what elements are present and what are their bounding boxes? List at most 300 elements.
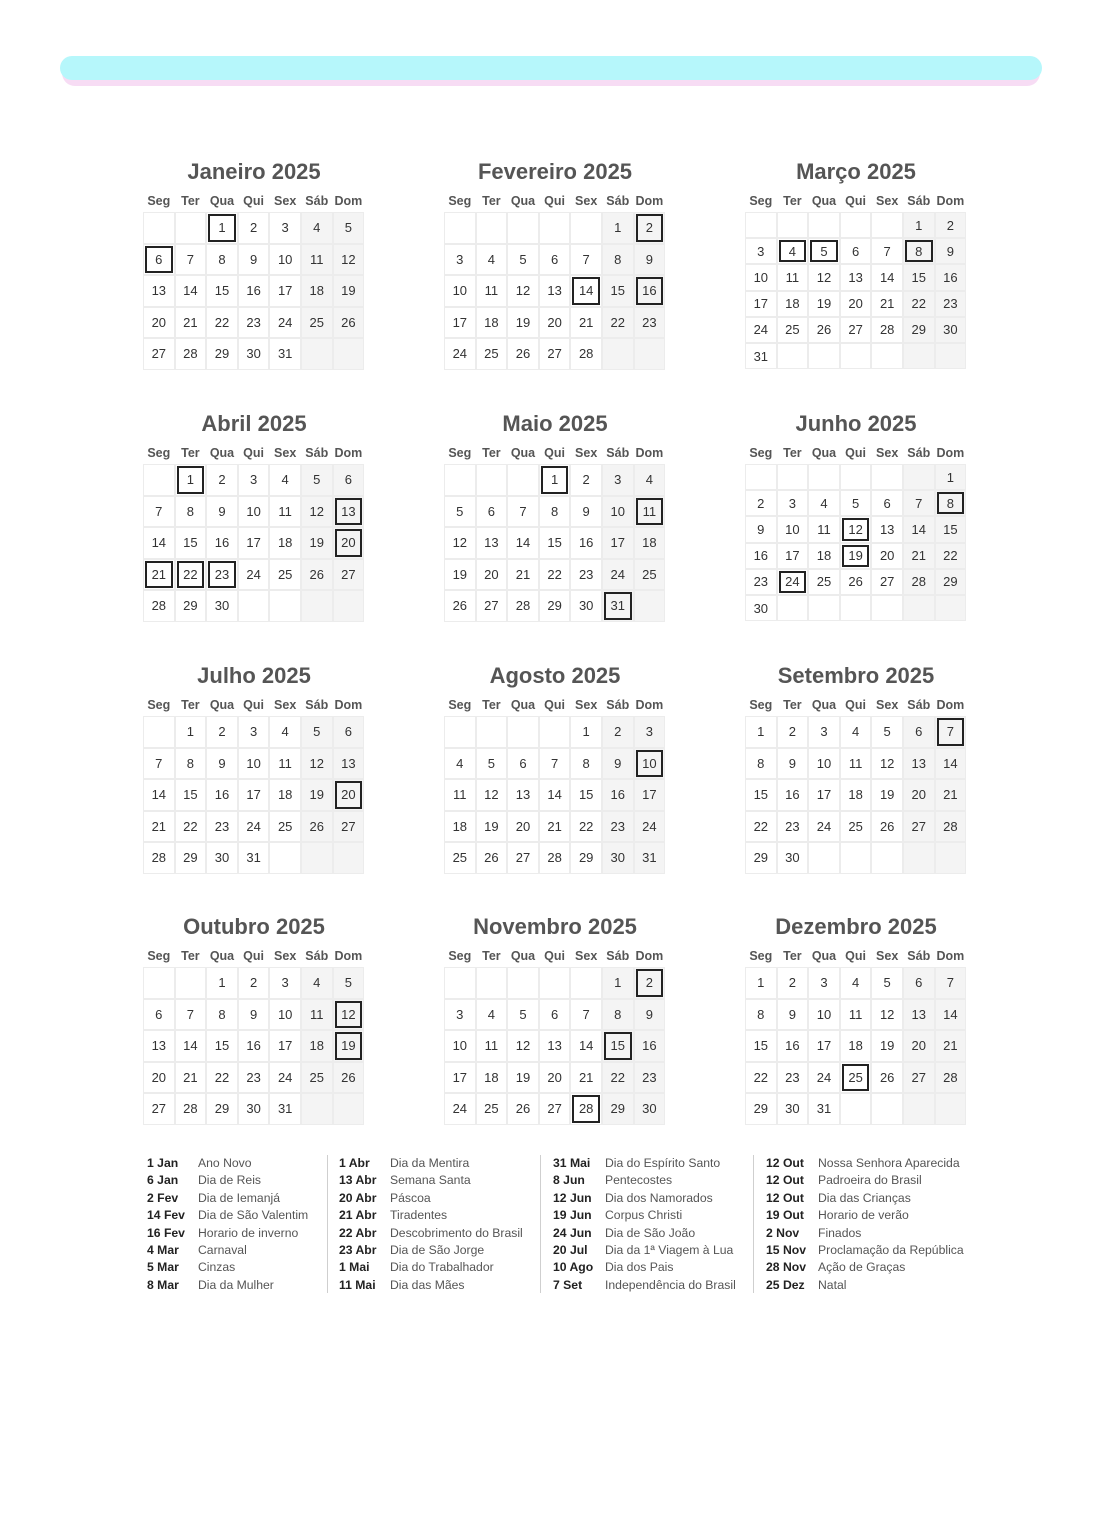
weekday-header: [444, 444, 666, 462]
day-cell: 4: [840, 716, 872, 748]
day-cell: 20: [143, 1062, 175, 1094]
day-cell: 5: [444, 496, 476, 528]
day-cell: 5: [333, 212, 365, 244]
day-cell: 25: [301, 307, 333, 339]
weekday-label: Sáb: [305, 698, 329, 712]
weekday-label: Sex: [876, 949, 899, 963]
month-title: Janeiro 2025: [187, 159, 321, 184]
legend-date: 31 Mai: [553, 1156, 591, 1170]
day-cell: 12: [507, 275, 539, 307]
empty-cell: [143, 716, 175, 748]
day-cell: 21: [570, 1062, 602, 1094]
holiday-legend: [0, 1155, 1098, 1295]
day-cell: 24: [238, 811, 270, 843]
day-cell: 22: [745, 1062, 777, 1094]
legend-holiday-name: Dia do Espírito Santo: [605, 1156, 721, 1170]
day-cell: 23: [935, 291, 967, 317]
day-cell: 11: [269, 496, 301, 528]
month-title: Fevereiro 2025: [477, 159, 633, 184]
weekday-label: Ter: [783, 698, 802, 712]
empty-cell: [301, 1093, 333, 1125]
weekday-label: Seg: [147, 194, 171, 208]
legend-holiday-name: Independência do Brasil: [605, 1277, 736, 1292]
month-title: Setembro 2025: [777, 663, 935, 688]
legend-item: [766, 1259, 964, 1276]
legend-holiday-name: Semana Santa: [390, 1173, 471, 1188]
day-cell: 2: [602, 716, 634, 748]
day-cell: 10: [745, 264, 777, 290]
empty-cell: [777, 343, 809, 369]
legend-item: [147, 1155, 308, 1172]
weekday-label: Seg: [147, 446, 171, 460]
day-cell-holiday: 4: [777, 238, 809, 264]
day-cell: 19: [301, 527, 333, 559]
weekday-label: Qua: [811, 194, 837, 208]
legend-holiday-name: Dia das Mães: [390, 1277, 465, 1292]
day-cell: 22: [570, 811, 602, 843]
day-cell: 7: [143, 748, 175, 780]
day-cell: 8: [745, 748, 777, 780]
legend-holiday-name: Padroeira do Brasil: [818, 1173, 922, 1188]
weekday-label: Qui: [544, 446, 565, 460]
day-cell: 27: [333, 559, 365, 591]
empty-cell: [871, 464, 903, 490]
day-cell: 29: [206, 1093, 238, 1125]
day-cell: 14: [143, 779, 175, 811]
legend-item: [147, 1242, 308, 1259]
day-cell: 10: [602, 496, 634, 528]
day-cell: 14: [935, 748, 967, 780]
day-cell: 7: [175, 244, 207, 276]
day-cell: 7: [570, 244, 602, 276]
day-cell: 26: [808, 317, 840, 343]
weekday-label: Sex: [575, 698, 598, 712]
empty-cell: [476, 212, 508, 244]
day-cell: 22: [602, 1062, 634, 1094]
weekday-label: Seg: [147, 698, 171, 712]
empty-cell: [570, 212, 602, 244]
day-cell: 16: [935, 264, 967, 290]
weekday-label: Dom: [334, 949, 363, 963]
month-calendar: [143, 913, 365, 1125]
empty-cell: [840, 842, 872, 874]
empty-cell: [143, 464, 175, 496]
day-cell: 31: [745, 343, 777, 369]
day-cell-holiday: 28: [570, 1093, 602, 1125]
day-cell: 14: [507, 527, 539, 559]
day-cell: 24: [808, 811, 840, 843]
weekday-label: Ter: [482, 194, 501, 208]
empty-cell: [269, 590, 301, 622]
month-calendar: [444, 913, 666, 1125]
day-cell: 6: [333, 716, 365, 748]
weekday-label: Sáb: [907, 194, 931, 208]
weekday-label: Dom: [635, 194, 664, 208]
day-cell: 20: [840, 291, 872, 317]
empty-cell: [301, 338, 333, 370]
day-cell: 30: [238, 1093, 270, 1125]
day-cell: 27: [476, 590, 508, 622]
day-cell: 16: [206, 779, 238, 811]
day-cell: 1: [602, 212, 634, 244]
day-cell: 14: [175, 275, 207, 307]
day-cell: 5: [301, 464, 333, 496]
day-cell: 9: [634, 999, 666, 1031]
weekday-label: Qui: [845, 949, 866, 963]
day-cell: 16: [602, 779, 634, 811]
day-cell: 6: [903, 716, 935, 748]
day-cell: 22: [745, 811, 777, 843]
legend-holiday-name: Pentecostes: [605, 1173, 673, 1188]
weekday-label: Qua: [209, 949, 235, 963]
day-cell: 15: [175, 779, 207, 811]
day-cell: 29: [602, 1093, 634, 1125]
empty-cell: [808, 595, 840, 621]
day-cell: 4: [476, 999, 508, 1031]
weekday-label: Seg: [448, 698, 472, 712]
day-cell: 3: [269, 967, 301, 999]
empty-cell: [476, 716, 508, 748]
day-cell: 20: [871, 543, 903, 569]
day-grid: [745, 212, 967, 369]
month-title: Outubro 2025: [183, 914, 325, 939]
day-cell: 10: [269, 999, 301, 1031]
day-cell: 2: [745, 490, 777, 516]
empty-cell: [143, 212, 175, 244]
weekday-label: Qua: [209, 446, 235, 460]
day-cell: 30: [745, 595, 777, 621]
day-cell: 19: [301, 779, 333, 811]
day-cell: 12: [476, 779, 508, 811]
legend-holiday-name: Horario de inverno: [198, 1225, 299, 1240]
day-cell: 15: [206, 1030, 238, 1062]
day-cell: 14: [570, 1030, 602, 1062]
legend-item: [147, 1172, 308, 1189]
weekday-label: Ter: [783, 949, 802, 963]
day-cell: 7: [143, 496, 175, 528]
day-cell: 22: [539, 559, 571, 591]
day-cell: 20: [903, 1030, 935, 1062]
day-cell: 21: [175, 307, 207, 339]
day-cell: 6: [539, 999, 571, 1031]
day-cell: 26: [301, 559, 333, 591]
day-cell: 3: [808, 967, 840, 999]
empty-cell: [935, 343, 967, 369]
weekday-label: Ter: [482, 949, 501, 963]
weekday-label: Qua: [811, 949, 837, 963]
empty-cell: [602, 338, 634, 370]
day-cell: 24: [745, 317, 777, 343]
day-cell: 10: [808, 748, 840, 780]
weekday-label: Qua: [510, 194, 536, 208]
day-cell: 20: [507, 811, 539, 843]
month-title: Maio 2025: [502, 411, 608, 436]
day-cell: 28: [935, 811, 967, 843]
day-cell: 6: [507, 748, 539, 780]
day-cell: 5: [871, 716, 903, 748]
day-cell: 11: [269, 748, 301, 780]
empty-cell: [808, 464, 840, 490]
legend-date: 25 Dez: [766, 1277, 805, 1292]
day-cell: 26: [871, 1062, 903, 1094]
day-cell: 15: [539, 527, 571, 559]
day-cell: 18: [777, 291, 809, 317]
weekday-label: Sex: [575, 949, 598, 963]
day-cell: 19: [871, 779, 903, 811]
weekday-label: Qua: [811, 446, 837, 460]
day-cell: 19: [507, 307, 539, 339]
day-cell: 10: [269, 244, 301, 276]
day-cell: 27: [903, 811, 935, 843]
day-cell-holiday: 21: [143, 559, 175, 591]
day-cell: 12: [444, 527, 476, 559]
empty-cell: [143, 967, 175, 999]
day-cell-holiday: 8: [903, 238, 935, 264]
weekday-header: [143, 444, 365, 462]
day-cell: 6: [840, 238, 872, 264]
empty-cell: [301, 590, 333, 622]
weekday-label: Dom: [334, 698, 363, 712]
day-cell: 30: [238, 338, 270, 370]
weekday-label: Seg: [749, 949, 773, 963]
day-cell: 17: [238, 527, 270, 559]
day-cell: 31: [634, 842, 666, 874]
day-cell: 21: [507, 559, 539, 591]
legend-item: [766, 1172, 964, 1189]
weekday-label: Sex: [876, 194, 899, 208]
day-cell: 14: [871, 264, 903, 290]
empty-cell: [808, 842, 840, 874]
legend-item: [147, 1277, 308, 1294]
day-cell: 28: [935, 1062, 967, 1094]
month-calendar: [143, 662, 365, 874]
day-cell: 7: [871, 238, 903, 264]
day-cell: 25: [476, 338, 508, 370]
day-cell: 30: [570, 590, 602, 622]
empty-cell: [871, 343, 903, 369]
day-cell: 24: [808, 1062, 840, 1094]
empty-cell: [840, 212, 872, 238]
day-cell: 28: [175, 1093, 207, 1125]
day-cell: 25: [634, 559, 666, 591]
legend-date: 7 Set: [553, 1277, 583, 1292]
legend-date: 6 Jan: [147, 1173, 179, 1188]
day-cell: 4: [840, 967, 872, 999]
day-cell: 16: [570, 527, 602, 559]
weekday-header: [745, 947, 967, 965]
legend-item: [766, 1242, 964, 1259]
day-cell: 1: [175, 716, 207, 748]
day-cell: 10: [808, 999, 840, 1031]
day-cell: 28: [570, 338, 602, 370]
month-calendar: [745, 158, 967, 369]
day-cell: 23: [570, 559, 602, 591]
day-cell: 14: [903, 516, 935, 542]
legend-date: 8 Jun: [553, 1173, 585, 1188]
month-calendar: [143, 410, 365, 622]
weekday-label: Seg: [448, 446, 472, 460]
day-cell: 28: [871, 317, 903, 343]
empty-cell: [808, 343, 840, 369]
empty-cell: [903, 842, 935, 874]
legend-holiday-name: Horario de verão: [818, 1208, 909, 1223]
legend-date: 12 Jun: [553, 1190, 592, 1205]
weekday-label: Qui: [845, 446, 866, 460]
day-cell: 3: [745, 238, 777, 264]
legend-holiday-name: Descobrimento do Brasil: [390, 1225, 523, 1240]
weekday-header: [444, 696, 666, 714]
day-cell: 8: [539, 496, 571, 528]
day-cell: 9: [777, 748, 809, 780]
day-cell: 29: [175, 842, 207, 874]
legend-date: 12 Out: [766, 1156, 804, 1170]
day-cell: 2: [206, 464, 238, 496]
day-cell: 18: [840, 1030, 872, 1062]
month-title: Agosto 2025: [489, 663, 621, 688]
day-cell: 22: [175, 811, 207, 843]
weekday-label: Qua: [510, 949, 536, 963]
day-cell: 29: [539, 590, 571, 622]
day-cell: 27: [539, 1093, 571, 1125]
day-cell: 15: [570, 779, 602, 811]
day-cell: 1: [903, 212, 935, 238]
legend-item: [553, 1190, 736, 1207]
legend-date: 23 Abr: [339, 1242, 377, 1257]
day-cell: 6: [903, 967, 935, 999]
day-cell: 8: [206, 244, 238, 276]
empty-cell: [871, 842, 903, 874]
day-cell: 3: [444, 244, 476, 276]
weekday-label: Ter: [482, 698, 501, 712]
day-cell: 13: [539, 275, 571, 307]
day-cell: 11: [777, 264, 809, 290]
day-cell: 1: [570, 716, 602, 748]
day-cell: 1: [935, 464, 967, 490]
day-cell: 12: [871, 748, 903, 780]
weekday-header: [444, 192, 666, 210]
day-cell: 31: [269, 338, 301, 370]
day-cell: 5: [507, 999, 539, 1031]
weekday-label: Seg: [749, 698, 773, 712]
legend-holiday-name: Ação de Graças: [818, 1260, 906, 1275]
empty-cell: [808, 212, 840, 238]
day-cell-holiday: 19: [840, 543, 872, 569]
day-cell: 3: [808, 716, 840, 748]
day-grid: [143, 716, 365, 874]
legend-holiday-name: Carnaval: [198, 1242, 247, 1257]
day-cell: 9: [602, 748, 634, 780]
day-cell: 15: [745, 779, 777, 811]
legend-holiday-name: Ano Novo: [198, 1156, 252, 1170]
day-cell-holiday: 7: [935, 716, 967, 748]
legend-item: [766, 1225, 964, 1242]
day-cell: 27: [539, 338, 571, 370]
top-banner: [60, 56, 1042, 80]
day-grid: [745, 464, 967, 621]
day-cell: 21: [143, 811, 175, 843]
weekday-label: Qui: [544, 698, 565, 712]
day-cell-holiday: 2: [634, 967, 666, 999]
day-cell: 9: [238, 999, 270, 1031]
weekday-header: [143, 696, 365, 714]
weekday-label: Qui: [243, 446, 264, 460]
day-cell: 26: [840, 569, 872, 595]
weekday-label: Qua: [209, 194, 235, 208]
day-cell: 15: [935, 516, 967, 542]
legend-date: 12 Out: [766, 1173, 804, 1188]
day-cell: 19: [507, 1062, 539, 1094]
weekday-label: Ter: [181, 698, 200, 712]
day-cell: 18: [269, 527, 301, 559]
day-cell: 19: [476, 811, 508, 843]
day-cell: 29: [570, 842, 602, 874]
day-cell: 21: [871, 291, 903, 317]
legend-holiday-name: Natal: [818, 1277, 847, 1292]
empty-cell: [539, 967, 571, 999]
day-cell: 8: [175, 496, 207, 528]
day-cell: 27: [903, 1062, 935, 1094]
legend-date: 5 Mar: [147, 1260, 179, 1275]
day-cell: 9: [634, 244, 666, 276]
day-cell: 13: [333, 748, 365, 780]
day-cell: 25: [444, 842, 476, 874]
day-cell-holiday: 31: [602, 590, 634, 622]
empty-cell: [507, 464, 539, 496]
legend-holiday-name: Dia de Reis: [198, 1173, 261, 1188]
weekday-label: Sex: [575, 194, 598, 208]
day-cell: 27: [143, 1093, 175, 1125]
day-cell: 26: [476, 842, 508, 874]
day-cell: 24: [269, 1062, 301, 1094]
weekday-label: Sex: [274, 949, 297, 963]
weekday-label: Qui: [544, 949, 565, 963]
day-cell: 23: [745, 569, 777, 595]
legend-item: [147, 1259, 308, 1276]
weekday-label: Sex: [274, 698, 297, 712]
empty-cell: [570, 967, 602, 999]
day-cell: 27: [871, 569, 903, 595]
day-cell: 8: [602, 999, 634, 1031]
empty-cell: [634, 338, 666, 370]
legend-date: 4 Mar: [147, 1242, 179, 1257]
day-cell: 17: [808, 1030, 840, 1062]
day-cell: 8: [175, 748, 207, 780]
legend-item: [339, 1172, 523, 1189]
empty-cell: [444, 716, 476, 748]
legend-holiday-name: Dia da Mentira: [390, 1156, 470, 1170]
day-cell: 12: [301, 748, 333, 780]
empty-cell: [476, 464, 508, 496]
month-title: Junho 2025: [795, 411, 917, 436]
legend-item: [766, 1207, 964, 1224]
legend-date: 15 Nov: [766, 1242, 806, 1257]
weekday-label: Seg: [749, 194, 773, 208]
day-cell: 20: [476, 559, 508, 591]
day-cell-holiday: 10: [634, 748, 666, 780]
legend-item: [339, 1207, 523, 1224]
day-cell: 25: [269, 811, 301, 843]
day-cell: 17: [634, 779, 666, 811]
day-cell: 13: [507, 779, 539, 811]
day-cell: 15: [175, 527, 207, 559]
day-cell: 10: [777, 516, 809, 542]
day-cell: 4: [301, 212, 333, 244]
day-cell: 13: [476, 527, 508, 559]
legend-item: [553, 1172, 736, 1189]
legend-item: [339, 1155, 523, 1172]
day-cell: 9: [745, 516, 777, 542]
legend-column: [553, 1155, 736, 1294]
